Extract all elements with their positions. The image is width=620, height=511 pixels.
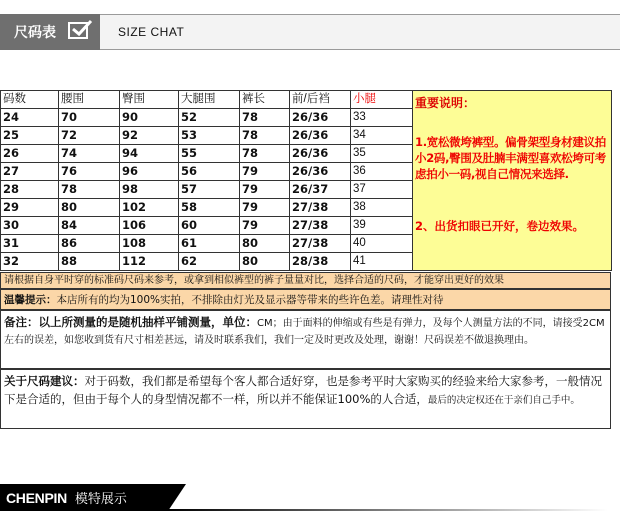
table-cell: 86: [59, 235, 120, 253]
table-cell: 26/36: [290, 127, 351, 145]
table-cell: 112: [120, 253, 179, 271]
table-cell: 108: [120, 235, 179, 253]
table-cell: 26/37: [290, 181, 351, 199]
advice-label: 关于尺码建议：: [4, 374, 85, 388]
table-cell: 72: [59, 127, 120, 145]
table-cell: 61: [179, 235, 240, 253]
note-title: 重要说明：: [415, 96, 476, 110]
checkmark-icon: [68, 22, 88, 39]
table-cell: 38: [351, 199, 413, 217]
table-cell: 40: [351, 235, 413, 253]
table-cell: 35: [351, 145, 413, 163]
table-cell: 24: [1, 109, 59, 127]
table-cell: 56: [179, 163, 240, 181]
table-cell: 26/36: [290, 145, 351, 163]
footer-bar-tip: [168, 484, 186, 511]
table-cell: 96: [120, 163, 179, 181]
table-cell: 76: [59, 163, 120, 181]
table-cell: 27/38: [290, 235, 351, 253]
table-cell: 79: [240, 217, 290, 235]
col-header: 码数: [1, 91, 59, 109]
table-cell: 57: [179, 181, 240, 199]
table-cell: 53: [179, 127, 240, 145]
table-cell: 79: [240, 181, 290, 199]
col-header: 腰围: [59, 91, 120, 109]
header-subtitle: SIZE CHAT: [118, 25, 185, 39]
note-item-1: 1.宽松微垮裤型。偏骨架型身材建议拍小2码,臀围及肚腩丰满型喜欢松垮可考虑拍小一码,视自己情况来选择.: [415, 135, 606, 181]
table-cell: 90: [120, 109, 179, 127]
table-cell: 79: [240, 163, 290, 181]
table-cell: 98: [120, 181, 179, 199]
advice-small-text: 最后的决定权还在于亲们自己手中。: [427, 395, 580, 406]
col-header: 大腿围: [179, 91, 240, 109]
remark-label: 备注：以上所测量的是随机抽样平铺测量，单位：: [4, 315, 257, 329]
table-cell: 78: [240, 145, 290, 163]
table-cell: 80: [240, 253, 290, 271]
table-cell: 88: [59, 253, 120, 271]
table-cell: 27: [1, 163, 59, 181]
table-cell: 94: [120, 145, 179, 163]
footer-section-header: [0, 484, 620, 511]
table-cell: 33: [351, 109, 413, 127]
table-cell: 28: [1, 181, 59, 199]
table-cell: 27/38: [290, 217, 351, 235]
table-cell: 70: [59, 109, 120, 127]
col-header: 小腿: [351, 91, 413, 109]
footer-brand: CHENPIN: [6, 489, 67, 506]
advice-text: 对于码数，我们都是希望每个客人都合适好穿，也是参考平时大家购买的经验来给大家参考，一般情况下是合适的，但由于每个人的身型情况都不一样，所以并不能保证100%的人合适，: [4, 374, 602, 406]
header-title-box: [0, 14, 100, 50]
table-cell: 78: [240, 109, 290, 127]
table-cell: 84: [59, 217, 120, 235]
table-header-row: [1, 91, 612, 109]
table-cell: 28/38: [290, 253, 351, 271]
table-cell: 55: [179, 145, 240, 163]
table-cell: 52: [179, 109, 240, 127]
table-cell: 26/36: [290, 109, 351, 127]
section-header: [0, 14, 620, 50]
warm-tip: [0, 289, 611, 310]
table-cell: 34: [351, 127, 413, 145]
table-cell: 26: [1, 145, 59, 163]
table-cell: 27/38: [290, 199, 351, 217]
table-cell: 25: [1, 127, 59, 145]
table-cell: 106: [120, 217, 179, 235]
footer-label: 模特展示: [74, 492, 127, 507]
table-cell: 31: [1, 235, 59, 253]
table-cell: 29: [1, 199, 59, 217]
table-cell: 41: [351, 253, 413, 271]
size-advice: [0, 369, 611, 429]
note-item-2: 2、出货扣眼已开好，卷边效果。: [415, 219, 584, 233]
header-bar: [100, 14, 620, 50]
table-cell: 80: [240, 235, 290, 253]
table-cell: 62: [179, 253, 240, 271]
table-cell: 32: [1, 253, 59, 271]
size-table: [0, 90, 612, 271]
table-cell: 79: [240, 199, 290, 217]
table-cell: 80: [59, 199, 120, 217]
table-cell: 26/36: [290, 163, 351, 181]
header-title: 尺码表: [14, 25, 56, 41]
important-note: [413, 91, 612, 271]
measurement-remark: [0, 310, 611, 369]
table-cell: 36: [351, 163, 413, 181]
footer-bar: [0, 484, 168, 511]
col-header: 臀围: [120, 91, 179, 109]
table-cell: 58: [179, 199, 240, 217]
table-cell: 78: [240, 127, 290, 145]
warm-tip-text: 本店所有的均为100%实拍，不排除由灯光及显示器等带来的些许色差。请理性对待: [56, 294, 444, 306]
table-cell: 92: [120, 127, 179, 145]
table-cell: 30: [1, 217, 59, 235]
warm-tip-label: 温馨提示：: [4, 294, 57, 306]
col-header: 前/后裆: [290, 91, 351, 109]
table-cell: 74: [59, 145, 120, 163]
table-cell: 60: [179, 217, 240, 235]
col-header: 裤长: [240, 91, 290, 109]
table-cell: 78: [59, 181, 120, 199]
table-cell: 102: [120, 199, 179, 217]
remark-text: CM；由于面料的伸缩或有些是有弹力，及每个人测量方法的不同，请接受2CM左右的误差，如您收到货有尺寸相差甚远，请及时联系我们，我们一定及时更改及处理，谢谢！尺码误差不做退换理由。: [4, 318, 605, 346]
size-guidance: 请根据自身平时穿的标准码尺码来参考，或拿到相似裤型的裤子量量对比，选择合适的尺码，才能穿出更好的效果: [0, 272, 611, 289]
table-cell: 37: [351, 181, 413, 199]
table-cell: 39: [351, 217, 413, 235]
